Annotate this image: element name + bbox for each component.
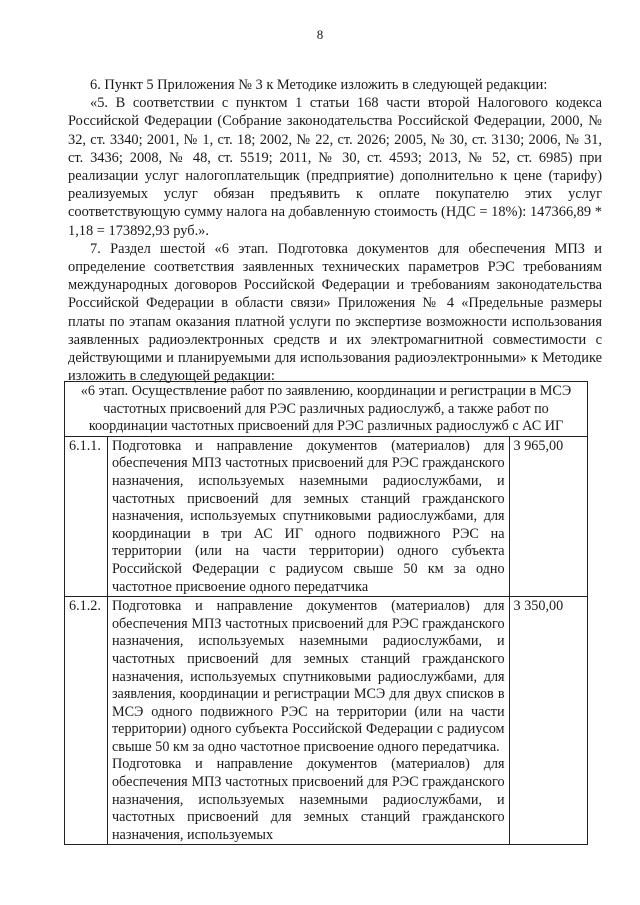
paragraph-item-6: 6. Пункт 5 Приложения № 3 к Методике изложить в следующей редакции:	[90, 77, 548, 93]
tariff-table	[64, 381, 588, 845]
row-code: 6.1.1.	[65, 436, 108, 596]
row-description: Подготовка и направление документов (материалов) для обеспечения МПЗ частотных присвоений для РЭС гражданского назначения, используемых наземными радиослужбами, и частотных присвоений для земных станций гражданского назначения, используемых спутниковыми радиослужбами, для координации в три АС ИГ одного подвижного РЭС на территории (или на части территории) одного субъекта Российской Федерации с радиусом свыше 50 км за одно частотное присвоение одного передатчика	[107, 436, 509, 596]
paragraph-quote-5: «5. В соответствии с пунктом 1 статьи 168 части второй Налогового кодекса Российской Федерации (Собрание законодательства Российской Федерации, 2000, № 32, ст. 3340; 2001, № 1, ст. 18; 2002, № 22, ст. 2026; 2005, № 30, ст. 3130; 2006, № 31, ст. 3436; 2008, № 48, ст. 5519; 2011, № 30, ст. 4593; 2013, № 52, ст. 6985) при реализации услуг налогоплательщик (предприятие) дополнительно к цене (тарифу) реализуемых услуг обязан предъявить к оплате покупателю этих услуг соответствующую сумму налога на добавленную стоимость (НДС = 18%): 147366,89 * 1,18 = 173892,93 руб.».	[68, 95, 602, 239]
table-row	[65, 597, 588, 845]
row-description-part-1: Подготовка и направление документов (материалов) для обеспечения МПЗ частотных присвоений для РЭС гражданского назначения, используемых наземными радиослужбами, и частотных присвоений для земных станций гражданского назначения, используемых спутниковыми радиослужбами, для заявления, координации и регистрации МСЭ для двух списков в МСЭ одного подвижного РЭС на территории (или на части территории) одного субъекта Российской Федерации с радиусом свыше 50 км за одно частотное присвоение одного передатчика.	[111, 598, 505, 755]
row-description	[107, 597, 509, 845]
table-header-cell: «6 этап. Осуществление работ по заявлению, координации и регистрации в МСЭ частотных присвоений для РЭС различных радиослужб, а также работ по координации частотных присвоений для РЭС различных радиослужб с АС ИГ	[65, 382, 588, 437]
page-number: 8	[316, 27, 324, 42]
table-row	[65, 436, 588, 596]
row-price: 3 965,00	[509, 436, 587, 596]
table-header-row	[65, 382, 588, 437]
row-code: 6.1.2.	[65, 597, 108, 845]
paragraph-item-7: 7. Раздел шестой «6 этап. Подготовка документов для обеспечения МПЗ и определение соответствия заявленных технических параметров РЭС требованиям международных договоров Российской Федерации и требованиям законодательства Российской Федерации в области связи» Приложения № 4 «Предельные размеры платы по этапам оказания платной услуги по экспертизе возможности использования заявленных радиоэлектронных средств и их электромагнитной совместимости с действующими и планируемыми для использования радиоэлектронными» к Методике изложить в следующей редакции:	[68, 240, 602, 385]
row-price: 3 350,00	[509, 597, 587, 845]
document-body	[68, 76, 602, 385]
row-description-part-2: Подготовка и направление документов (материалов) для обеспечения МПЗ частотных присвоений для РЭС гражданского назначения, используемых наземными радиослужбами, и частотных присвоений для земных станций гражданского назначения, используемых	[111, 756, 505, 843]
